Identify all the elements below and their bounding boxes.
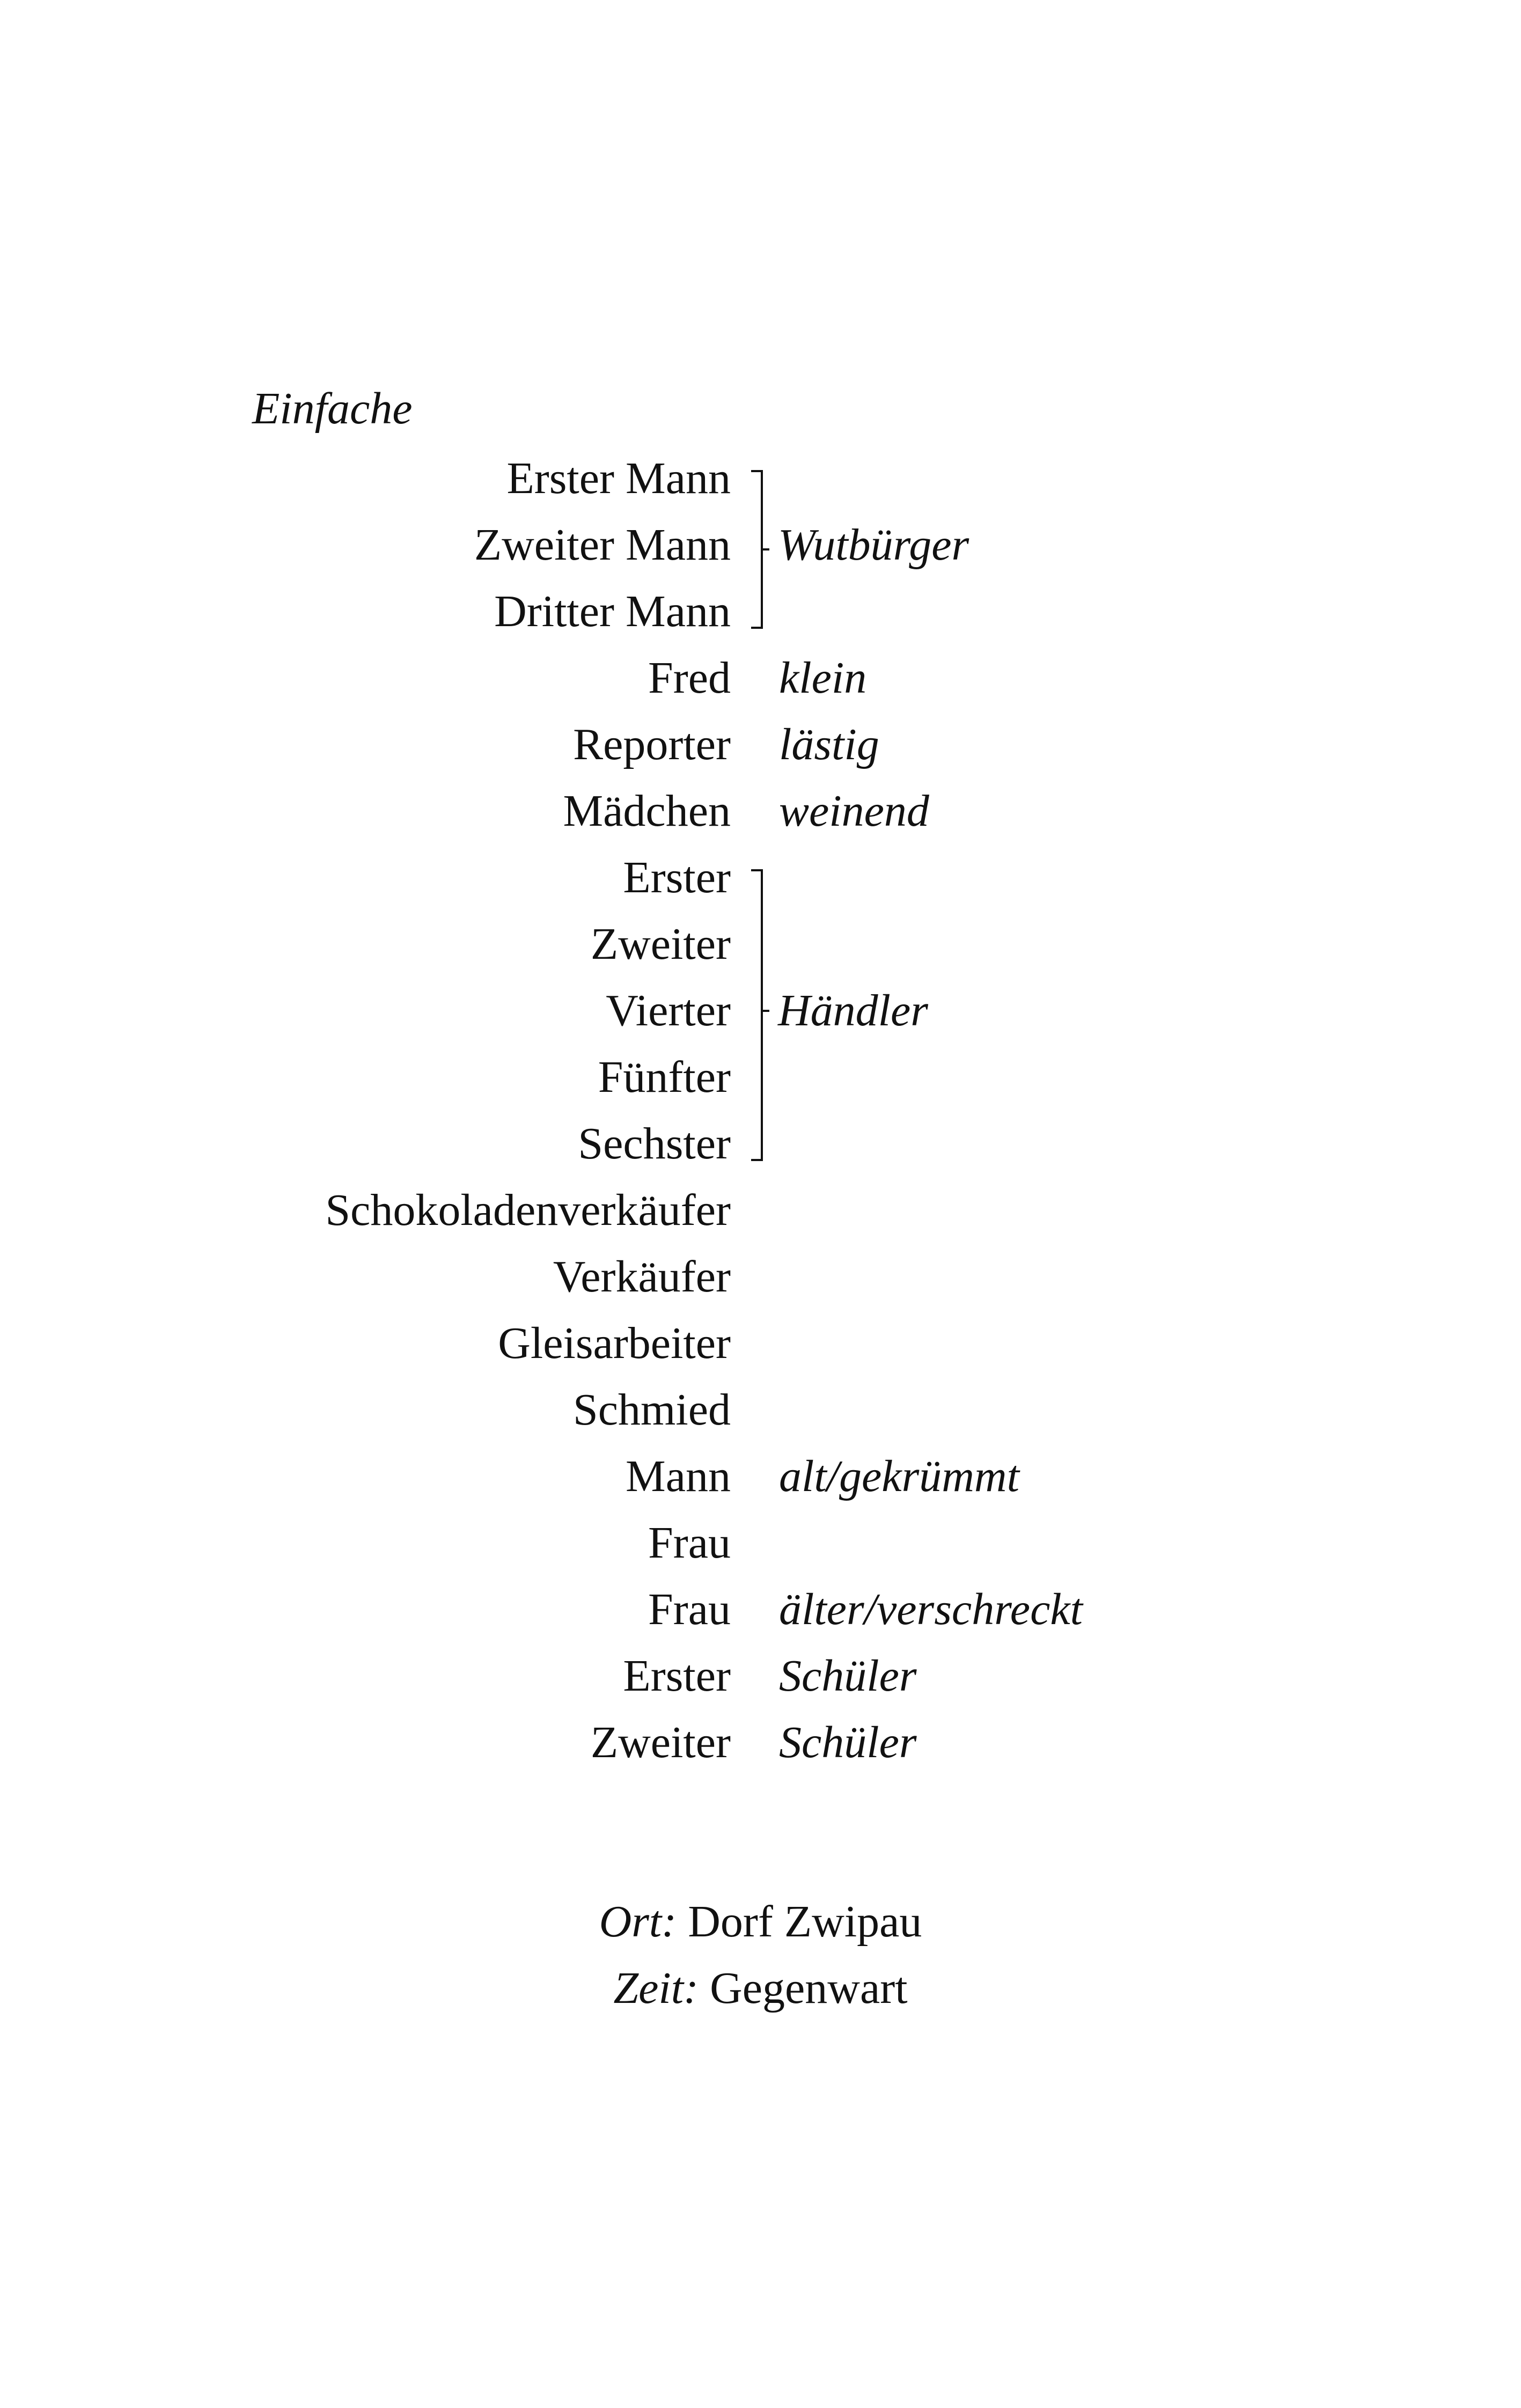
cast-name: Erster Mann bbox=[506, 453, 731, 503]
setting-place bbox=[0, 1889, 1521, 1955]
cast-row bbox=[0, 1244, 1521, 1310]
cast-row bbox=[0, 1576, 1521, 1643]
group-label-wutbuerger: Wutbürger bbox=[778, 520, 969, 570]
cast-row bbox=[0, 1709, 1521, 1776]
cast-description: weinend bbox=[779, 786, 929, 836]
cast-name: Verkäufer bbox=[553, 1252, 731, 1302]
cast-name: Frau bbox=[648, 1584, 731, 1634]
cast-name: Erster bbox=[623, 1651, 731, 1701]
group-label-haendler: Händler bbox=[778, 986, 928, 1036]
time-label: Zeit: bbox=[613, 1963, 699, 2013]
cast-name: Mann bbox=[626, 1451, 731, 1501]
cast-name: Schmied bbox=[573, 1385, 731, 1435]
cast-name: Frau bbox=[648, 1518, 731, 1568]
time-value: Gegenwart bbox=[710, 1963, 908, 2013]
place-value: Dorf Zwipau bbox=[688, 1897, 922, 1947]
cast-name: Reporter bbox=[573, 720, 731, 769]
cast-description: Schüler bbox=[779, 1651, 917, 1701]
cast-row bbox=[0, 1377, 1521, 1443]
cast-row bbox=[0, 778, 1521, 845]
cast-name: Zweiter bbox=[590, 1717, 731, 1767]
cast-row bbox=[0, 1310, 1521, 1377]
cast-name: Dritter Mann bbox=[494, 586, 731, 636]
group-bracket-haendler bbox=[750, 869, 771, 1161]
group-bracket-wutbuerger bbox=[750, 470, 771, 629]
cast-name: Schokoladenverkäufer bbox=[325, 1185, 731, 1235]
cast-name: Erster bbox=[623, 853, 731, 902]
cast-name: Zweiter bbox=[590, 919, 731, 969]
cast-description: Schüler bbox=[779, 1717, 917, 1767]
cast-name: Vierter bbox=[606, 986, 731, 1036]
cast-row bbox=[0, 1643, 1521, 1709]
cast-description: älter/verschreckt bbox=[779, 1584, 1083, 1634]
setting-time bbox=[0, 1955, 1521, 2022]
cast-description: klein bbox=[779, 653, 867, 703]
cast-name: Zweiter Mann bbox=[474, 520, 731, 570]
cast-name: Fred bbox=[648, 653, 731, 703]
cast-name: Sechster bbox=[578, 1119, 731, 1169]
cast-description: lästig bbox=[779, 720, 879, 769]
cast-row bbox=[0, 711, 1521, 778]
cast-name: Mädchen bbox=[563, 786, 731, 836]
cast-row bbox=[0, 1443, 1521, 1510]
cast-name: Gleisarbeiter bbox=[498, 1318, 731, 1368]
cast-row bbox=[0, 645, 1521, 711]
cast-row bbox=[0, 1510, 1521, 1576]
cast-name: Fünfter bbox=[598, 1052, 731, 1102]
heading: Einfache bbox=[252, 384, 413, 434]
cast-row bbox=[0, 1177, 1521, 1244]
cast-description: alt/gekrümmt bbox=[779, 1451, 1019, 1501]
place-label: Ort: bbox=[599, 1897, 677, 1947]
